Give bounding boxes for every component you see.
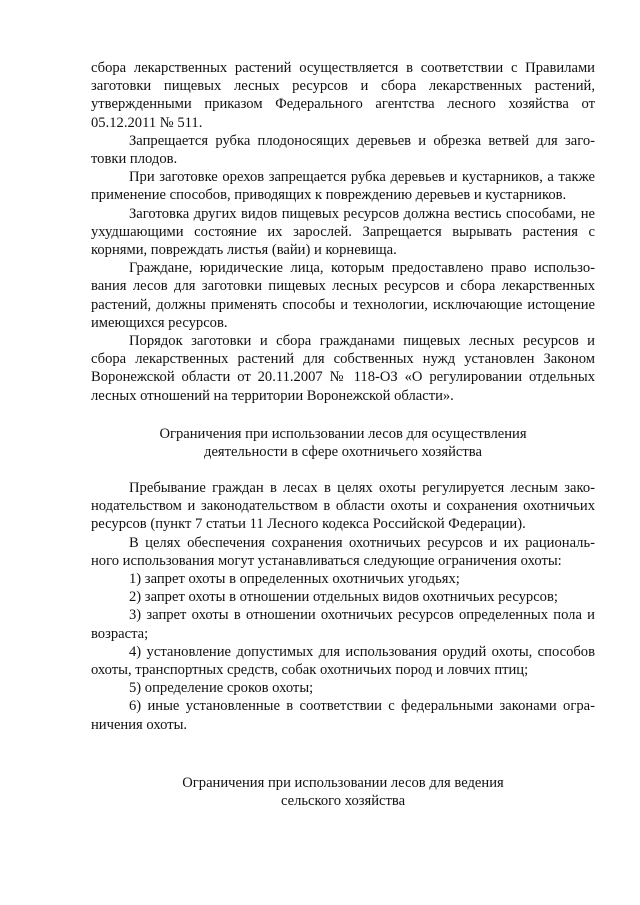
paragraph: В целях обеспечения сохранения охотничьих ресурсов и их рационального использования могут устанавливаться следующие ограничения охоты:: [91, 534, 595, 569]
section-heading-agriculture: [91, 774, 595, 810]
heading-line: Ограничения при использовании лесов для ведения: [182, 775, 504, 791]
section-forest-resources: [91, 59, 595, 405]
list-item: 2) запрет охоты в отношении отдельных видов охотничьих ресурсов;: [129, 589, 558, 606]
paragraph: Заготовка других видов пищевых ресурсов должна вестись способами, не ухудшающими состояние их зарослей. Запрещается вырывать растения с корнями, повреждать листья (вайи) и корневища.: [91, 205, 595, 259]
paragraph: Порядок заготовки и сбора гражданами пищевых лесных ресурсов и сбора лекарственных растений для собственных нужд установлен Законом Воронежской области от 20.11.2007 № 118-ОЗ «О регулировании отдельных лесных отношений на территории Воронежской области».: [91, 333, 595, 404]
list-item: 5) определение сроков охоты;: [129, 680, 314, 697]
list-item: 6) иные установленные в соответствии с федеральными законами ограничения охоты.: [91, 698, 595, 733]
list-item: 3) запрет охоты в отношении охотничьих ресурсов определенных пола и возраста;: [91, 607, 595, 642]
paragraph: Граждане, юридические лица, которым предоставлено право использования лесов для заготовки пищевых лесных ресурсов и сбора лекарственных растений, должны применять способы и технологии, исключающие истощение имеющихся ресурсов.: [91, 260, 595, 331]
paragraph: При заготовке орехов запрещается рубка деревьев и кустарников, а также применение способов, приводящих к повреждению деревьев и кустарников.: [91, 169, 595, 204]
section-hunting: [91, 479, 595, 734]
section-heading-hunting: [91, 425, 595, 461]
heading-line: Ограничения при использовании лесов для осуществления: [159, 426, 527, 442]
heading-line: сельского хозяйства: [280, 793, 406, 810]
list-item: 1) запрет охоты в определенных охотничьих угодьях;: [129, 571, 460, 588]
list-item: 4) установление допустимых для использования орудий охоты, способов охоты, транспортных средств, собак охотничьих пород и ловчих птиц;: [91, 643, 595, 679]
paragraph: Запрещается рубка плодоносящих деревьев и обрезка ветвей для заготовки плодов.: [91, 132, 595, 168]
heading-line: деятельности в сфере охотничьего хозяйства: [204, 444, 482, 461]
paragraph: Пребывание граждан в лесах в целях охоты регулируется лесным законодательством и законодательством в области охоты и сохранения охотничьих ресурсов (пункт 7 статьи 11 Лесного кодекса Российской Федерации).: [91, 480, 595, 533]
paragraph: сбора лекарственных растений осуществляется в соответствии с Правилами заготовки пищевых лесных ресурсов и сбора лекарственных растений, утвержденными приказом Федерального агентства лесного хозяйства от 05.12.2011 № 511.: [91, 60, 595, 131]
